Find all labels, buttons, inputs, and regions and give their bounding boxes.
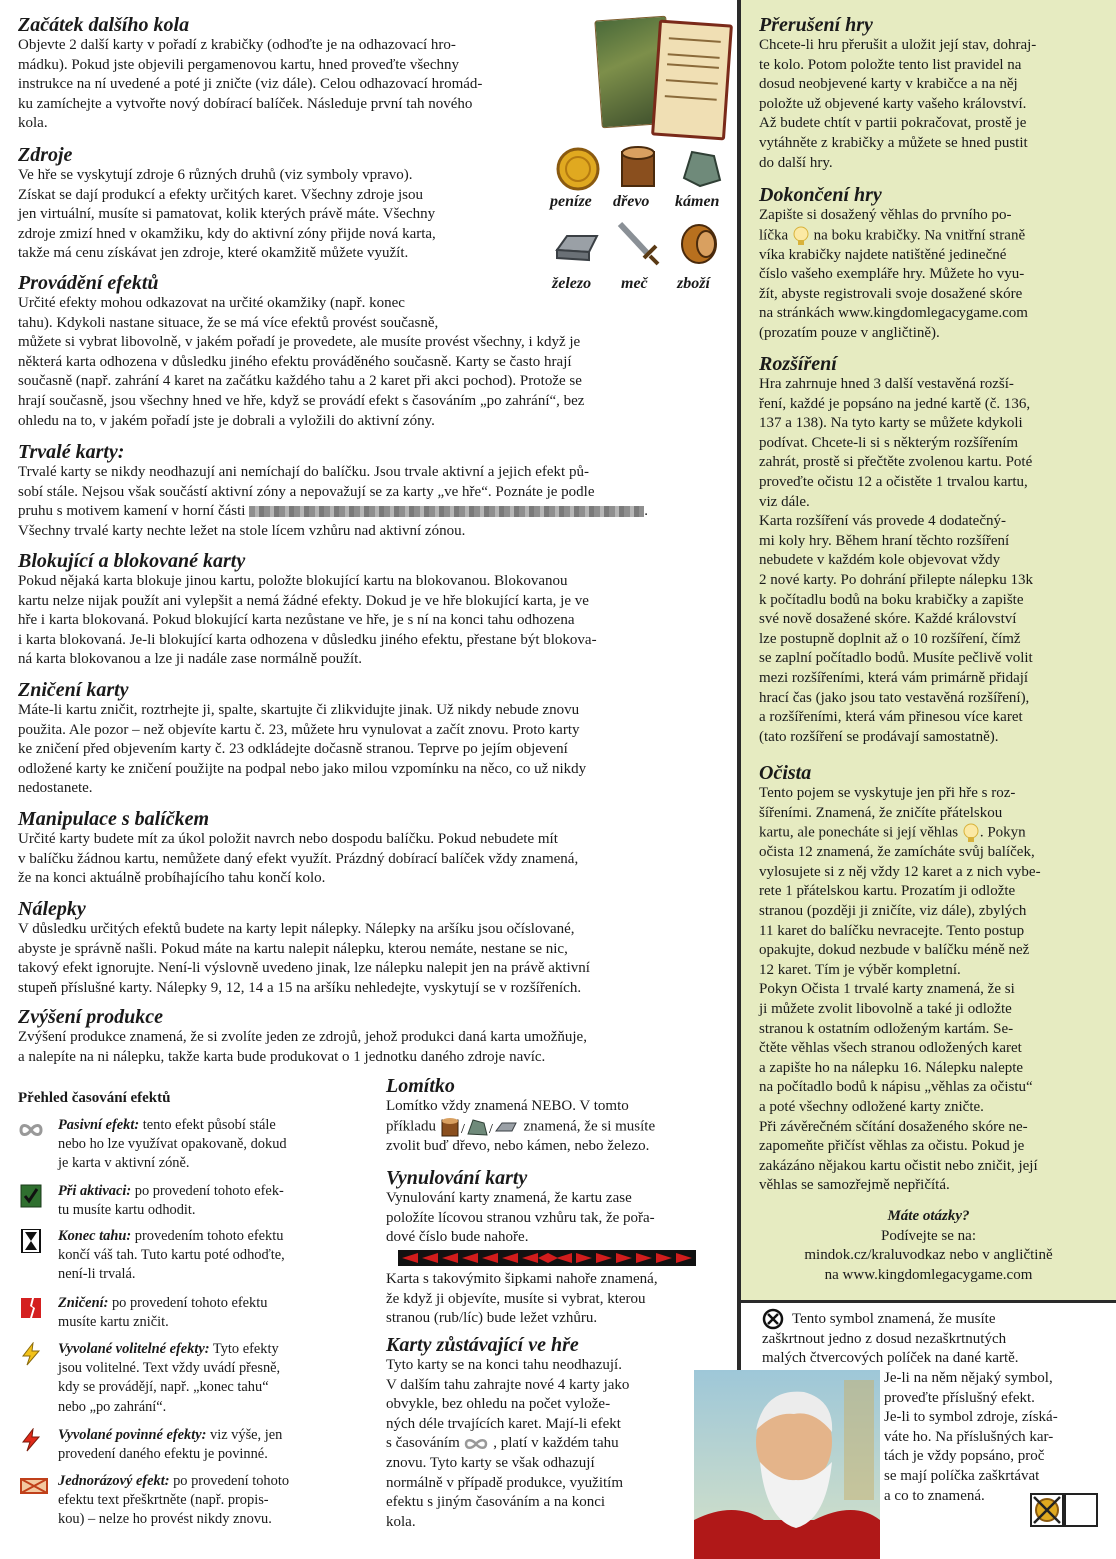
line: stranou k ostatním odloženým kartám. Se- <box>759 1020 1014 1037</box>
double-sided-arrow-bar <box>398 1250 696 1266</box>
sword-icon <box>614 220 660 268</box>
section-expansions <box>759 353 1109 747</box>
line <box>759 226 1109 246</box>
section-destroying-card <box>18 679 730 799</box>
section-deck-manipulation <box>18 808 730 889</box>
timing-text: po provedení tohoto efektu <box>111 1295 268 1311</box>
line: Trvalé karty se nikdy neodhazují ani nemíchají do balíčku. Jsou trvale aktivní a jejich efekt pů- <box>18 464 589 480</box>
line: váte ho. Na příslušných kar- <box>884 1428 1054 1445</box>
line: ji můžete zvolit libovolně a také ji odložte <box>759 1000 1012 1017</box>
timing-name: Vyvolané povinné efekty: <box>58 1427 207 1443</box>
section-performing-effects <box>18 272 730 431</box>
line: normálně v případě produkce, využitím <box>386 1474 624 1491</box>
resource-label: železo <box>552 275 592 292</box>
line-text: s časováním <box>386 1435 460 1452</box>
line: stupeň příslušné karty. Nálepky 9, 12, 14 a 15 na aršíku nehledejte, vyskytují se v rozšířeních. <box>18 979 582 996</box>
section-title: Přerušení hry <box>759 14 873 36</box>
line: a co to znamená. <box>884 1487 985 1504</box>
line: Chcete-li hru přerušit a uložit její stav, dohraj- <box>759 37 1037 53</box>
lightning-red-icon <box>18 1428 44 1452</box>
line: zapomeňte přičíst věhlas za očistu. Pokud je <box>759 1138 1025 1155</box>
line: proveďte očistu 12 a očistěte 1 trvalou kartu, <box>759 473 1028 490</box>
line-text: pruhu s motivem kamení v horní části <box>18 503 246 520</box>
line: se zaplní počítadlo bodů. Musíte pečlivě volit <box>759 650 1033 667</box>
section-title: Karty zůstávající ve hře <box>386 1334 579 1356</box>
section-production-increase <box>18 1006 730 1067</box>
infinity-icon <box>18 1118 44 1142</box>
stone-strip-image <box>249 506 644 517</box>
line: současně (např. zahrání 4 karet na začátku každého tahu a 2 karet při akci pochod). Protože se <box>18 373 582 390</box>
line: a zapište ho na nálepku 16. Nálepku nalepte <box>759 1059 1024 1076</box>
line: Pokud nějaká karta blokuje jinou kartu, položte blokující kartu na blokovanou. Blokovanou <box>18 573 568 589</box>
resource-label: kámen <box>675 193 720 210</box>
section-title: Zdroje <box>18 144 73 166</box>
line: abyste je správně našli. Pokud máte na kartu nalepit nálepku, kterou nemáte, nestane se nic, <box>18 940 568 957</box>
timing-text: musíte kartu zničit. <box>58 1314 169 1331</box>
line: na stránkách www.kingdomlegacygame.com <box>759 305 1028 322</box>
timing-item-mandatory-triggered <box>18 1426 358 1464</box>
resource-label: meč <box>621 275 648 292</box>
timing-text: viz výše, jen <box>210 1427 283 1443</box>
line <box>386 1434 686 1454</box>
timing-overview <box>18 1090 358 1107</box>
section-stickers <box>18 898 730 998</box>
timing-text: po provedení tohoto efek- <box>134 1183 284 1199</box>
crossed-scroll-icon <box>18 1474 50 1498</box>
line: ných déle trvajících karet. Mají-li efekt <box>386 1415 621 1432</box>
line: Ve hře se vyskytují zdroje 6 různých druhů (viz symboly vpravo). <box>18 167 413 183</box>
line: mádku). Pokud jste objevili pergamenovou kartu, hned proveďte všechny <box>18 56 459 73</box>
symbol-explanation <box>762 1310 1112 1369</box>
line: čtěte věhlas všech stranou odložených karet <box>759 1040 1022 1057</box>
line: ku zamíchejte a vytvořte nový dobírací balíček. Následuje první tah nového <box>18 95 473 112</box>
timing-name: Jednorázový efekt: <box>58 1473 170 1489</box>
line: položíte lícovou stranou vzhůru tak, že pořa- <box>386 1209 655 1226</box>
king-portrait <box>694 1370 880 1559</box>
timing-item-one-time <box>18 1472 358 1530</box>
line: mezi rozšířeními, která vám primárně přidají <box>759 669 1029 686</box>
questions-box <box>741 1207 1116 1285</box>
line: a poté všechny odložené karty zničte. <box>759 1098 984 1115</box>
line <box>759 823 1109 843</box>
line: v balíčku žádnou kartu, nemůžete daný efekt využít. Prázdný dobírací balíček vždy znamená, <box>18 850 579 867</box>
line: jen virtuální, musíte si pamatovat, kolik kterých právě máte. Všechny <box>18 206 436 223</box>
line: obvykle, bez ohledu na počet vylože- <box>386 1396 611 1413</box>
line: šířeními. Znamená, že zničíte přátelskou <box>759 804 1003 821</box>
line: do další hry. <box>759 154 833 171</box>
line: zakázáno nějakou kartu očistit nebo zničit, její <box>759 1157 1038 1174</box>
line: odložené karty ke zničení použijte na podpal nebo jako milou vzpomínku na něco, co už nikdy <box>18 760 587 777</box>
svg-text:/: / <box>488 1121 493 1137</box>
section-title: Provádění efektů <box>18 272 159 294</box>
line: k počítadlu bodů na boku krabičky a zapište <box>759 591 1024 608</box>
line: proveďte příslušný efekt. <box>884 1389 1035 1406</box>
arrows-graphic <box>398 1250 696 1266</box>
line: nedostanete. <box>18 780 93 797</box>
line: věhlas se samozřejmě nepřičítá. <box>759 1177 950 1194</box>
column-divider <box>737 0 741 1559</box>
parchment-card-thumbnail <box>651 20 733 141</box>
line: žít, abyste registrovali svoje dosažené skóre <box>759 285 1023 302</box>
wood-icon <box>616 144 660 192</box>
section-blocking-cards <box>18 550 730 670</box>
line-text: , platí v každém tahu <box>493 1435 619 1452</box>
svg-text:/: / <box>460 1121 465 1137</box>
line: efektu s jiným časováním a na konci <box>386 1494 606 1511</box>
line: (tato rozšíření se prodávají samostatně). <box>759 728 999 745</box>
lightning-yellow-icon <box>18 1342 44 1366</box>
resource-label: dřevo <box>613 193 650 210</box>
line: viz dále. <box>759 493 810 510</box>
section-title: Manipulace s balíčkem <box>18 808 210 830</box>
line: své nově dosažené skóre. Každé království <box>759 611 1017 628</box>
line-text: . Pokyn <box>979 824 1026 841</box>
section-title: Očista <box>759 762 812 784</box>
line: že na konci aktuálně probíhajícího tahu končí kolo. <box>18 870 326 887</box>
section-title: Nálepky <box>18 898 86 920</box>
line[interactable]: na www.kingdomlegacygame.com <box>824 1266 1033 1283</box>
line: Vynulování karty znamená, že kartu zase <box>386 1190 632 1206</box>
line: Objevte 2 další karty v pořadí z krabičky (odhoďte je na odhazovací hro- <box>18 37 456 53</box>
stone-icon <box>678 146 724 190</box>
line-text: kartu, ale ponecháte si její věhlas <box>759 824 959 841</box>
line: některá karta odhozena v důsledku jiného efektu prováděného současně. Karty se často hrají <box>18 353 572 370</box>
line: hře i karta blokovaná. Pokud blokující karta nezůstane ve hře, je s ní na konci tahu odhozena <box>18 612 575 629</box>
line: V důsledku určitých efektů budete na karty lepit nálepky. Nálepky na aršíku jsou očíslované, <box>18 921 575 937</box>
line: Při závěrečném sčítání dosaženého skóre ne- <box>759 1118 1028 1135</box>
line: lze postupně doplnit až o 10 rozšíření, čímž <box>759 630 1021 647</box>
timing-text: tento efekt působí stále <box>142 1117 276 1133</box>
symbol-explanation-continued <box>884 1369 1110 1506</box>
checked-box-icon <box>1030 1493 1064 1527</box>
line: ná karta blokovanou a lze ji nadále zase normálně použít. <box>18 651 363 668</box>
line-text: na boku krabičky. Na vnitřní straně <box>813 227 1026 244</box>
line: 11 karet do balíčku nevracejte. Tento postup <box>759 922 1025 939</box>
timing-text: končí váš tah. Tuto kartu poté odhoďte, <box>58 1247 285 1264</box>
line: a rozšířeními, která vám přinesou více karet <box>759 709 1023 726</box>
line-text: znamená, že si musíte <box>523 1118 656 1135</box>
line: vylosujete si z něj vždy 12 karet a z nich vybe- <box>759 863 1041 880</box>
empty-box-icon <box>1064 1493 1098 1527</box>
line: sobí stále. Nejsou však součástí aktivní zóny a nepovažují se za karty „ve hře“. Poznáte je podle <box>18 483 595 500</box>
line: ke zničení před objevením karty č. 23 odkládejte dočasně stranou. Teprve po jejím objevení <box>18 741 568 758</box>
hourglass-icon <box>18 1229 44 1253</box>
section-title: Zvýšení produkce <box>18 1006 163 1028</box>
line: vytáhněte z krabičky a můžete se hned pustit <box>759 134 1028 151</box>
timing-text: kdy se provádějí, např. „konec tahu“ <box>58 1379 269 1396</box>
section-title: Zničení karty <box>18 679 129 701</box>
timing-text: jsou volitelné. Text vždy uvádí přesně, <box>58 1360 281 1377</box>
line: Až budete chtít v partii pokračovat, prostě je <box>759 115 1027 132</box>
timing-text: není-li trvalá. <box>58 1266 136 1283</box>
timing-name: Konec tahu: <box>58 1228 132 1244</box>
line: Máte-li kartu zničit, roztrhejte ji, spalte, skartujte či zlikvidujte jinak. Už nikdy nebude znovu <box>18 702 580 718</box>
line: 12 karet. Tím je výběr kompletní. <box>759 961 961 978</box>
timing-name: Zničení: <box>58 1295 109 1311</box>
section-title: Vynulování karty <box>386 1167 528 1189</box>
wood-stone-iron-example-icon <box>440 1117 520 1137</box>
line: zaškrtnout jedno z dosud nezaškrtnutých <box>762 1330 1007 1347</box>
line: te kolo. Potom položte tento list pravidel na <box>759 56 1022 73</box>
timing-text: nebo ho lze využívat opakovaně, dokud <box>58 1136 287 1153</box>
timing-text: Tyto efekty <box>212 1341 279 1357</box>
line: tahu). Kdykoli nastane situace, že se má více efektů provést současně, <box>18 314 439 331</box>
line: číslo vašeho exempláře hry. Můžete ho vyu- <box>759 266 1025 283</box>
line: Získat se dají produkcí a efekty určitých karet. Všechny zdroje jsou <box>18 186 424 203</box>
timing-item-end-turn <box>18 1227 358 1285</box>
timing-name: Vyvolané volitelné efekty: <box>58 1341 210 1357</box>
coin-icon <box>553 146 603 192</box>
section-slash <box>386 1075 731 1156</box>
line: Karta rozšíření vás provede 4 dodatečný- <box>759 513 1006 530</box>
section-card-reset <box>386 1167 731 1248</box>
section-ending-game <box>759 184 1109 344</box>
line: Všechny trvalé karty nechte ležet na stole lícem vzhůru nad aktivní zónou. <box>18 522 466 539</box>
line: V dalším tahu zahrajte nové 4 karty jako <box>386 1376 630 1393</box>
line: kartu nelze nijak použít ani vylepšit a nemá žádné efekty. Dokud je ve hře blokující karta, je ve <box>18 592 589 609</box>
section-purge <box>759 762 1109 1196</box>
line: takže má cenu získávat jen zdroje, které okamžitě můžete využít. <box>18 245 409 262</box>
timing-text: efektu text přeškrtněte (např. propis- <box>58 1492 269 1509</box>
line: malých čtvercových políček na dané kartě. <box>762 1350 1019 1367</box>
timing-item-passive <box>18 1116 358 1174</box>
line: se mají políčka zaškrtávat <box>884 1467 1040 1484</box>
line: instrukce na ní uvedené a poté ji zničte (viz dále). Celou odhazovací hromád- <box>18 76 483 93</box>
timing-name: Pasivní efekt: <box>58 1117 140 1133</box>
line-text: líčka <box>759 227 789 244</box>
section-permanent-cards <box>18 441 730 541</box>
line: stranou (později ji zničíte, viz dále), zbylých <box>759 903 1027 919</box>
line: znovu. Tyto karty se však odhazují <box>386 1454 595 1471</box>
timing-item-optional-triggered <box>18 1340 358 1417</box>
timing-text: tu musíte kartu odhodit. <box>58 1202 196 1219</box>
line: víka krabičky najdete natištěné jedinečné <box>759 246 1007 263</box>
timing-text: kou) – nelze ho provést nikdy znovu. <box>58 1511 272 1528</box>
panel-divider <box>741 1300 1116 1303</box>
timing-text: po provedení tohoto <box>173 1473 290 1489</box>
checkmark-icon <box>18 1184 44 1208</box>
line: Tento pojem se vyskytuje jen při hře s roz- <box>759 785 1016 801</box>
line: zahrát, prostě si přečtěte zvolenou kartu. Poté <box>759 454 1033 471</box>
goods-barrel-icon <box>676 222 722 266</box>
line: Podívejte se na: <box>881 1227 976 1244</box>
section-next-round <box>18 14 598 134</box>
line: dové číslo bude nahoře. <box>386 1229 529 1246</box>
line: Tento symbol znamená, že musíte <box>792 1311 996 1327</box>
section-title: Dokončení hry <box>759 184 882 206</box>
line: hrají současně, jsou všechny hned ve hře, když se provádí efekt s časováním „po zahrání“, bez <box>18 392 585 409</box>
timing-text: nebo „po zahrání“. <box>58 1398 167 1415</box>
fame-bulb-icon <box>792 226 810 246</box>
section-resources <box>18 144 548 264</box>
line <box>386 1117 731 1137</box>
infinity-icon <box>463 1437 489 1451</box>
line: Je-li to symbol zdroje, získá- <box>884 1409 1058 1426</box>
line: a nalepíte na ni nálepku, takže karta bude produkovat o 1 jednotku daného zdroje navíc. <box>18 1048 546 1065</box>
line: dosud neobjevené karty v krabičce a na něj <box>759 76 1018 93</box>
line: stranou (rub/líc) bude ležet vzhůru. <box>386 1310 598 1327</box>
line: nebudete v každém kole objevovat vždy <box>759 552 1001 569</box>
line: očista 12 znamená, že zamícháte svůj balíček, <box>759 844 1035 861</box>
line: ohledu na to, v jakém pořadí jste je dobrali a vyložili do aktivní zóny. <box>18 412 435 429</box>
resource-label: zboží <box>677 275 710 292</box>
line: (prozatím pouze v angličtině). <box>759 325 940 341</box>
timing-text: provedením tohoto efektu <box>134 1228 284 1244</box>
line: takový efekt ignorujte. Není-li výslovně uvedeno jinak, lze nálepku nalepit jen na právě aktivní <box>18 960 590 977</box>
line: hrací čas (jako jsou tato vestavěná rozšíření), <box>759 689 1030 706</box>
line: Zvýšení produkce znamená, že si zvolíte jeden ze zdrojů, jehož produkci daná karta umožňuje, <box>18 1029 587 1045</box>
line: 137 a 138). Na tyto karty se můžete kdykoli <box>759 415 1023 432</box>
line: opakujte, dokud nezbude v balíčku méně než <box>759 942 1030 959</box>
line: Pokyn Očista 1 trvalé karty znamená, že si <box>759 981 1015 998</box>
section-title: Trvalé karty: <box>18 441 125 463</box>
line: tách je vždy popsáno, proč <box>884 1448 1045 1465</box>
line: můžete si vybrat libovolně, v jakém pořadí je provedete, ale musíte provést všechny, i když je <box>18 334 581 351</box>
line: kola. <box>386 1513 416 1530</box>
questions-title: Máte otázky? <box>887 1208 970 1224</box>
line: zdroje zmizí hned v okamžiku, kdy do aktivní zóny přijde nová karta, <box>18 225 436 242</box>
timing-name: Při aktivaci: <box>58 1183 132 1199</box>
line: Lomítko vždy znamená NEBO. V tomto <box>386 1098 629 1114</box>
timing-title: Přehled časování efektů <box>18 1090 171 1106</box>
fame-bulb-icon <box>962 823 980 843</box>
line: rete 1 přátelskou kartu. Prozatím ji odložte <box>759 883 1016 900</box>
line: ření, každé je popsáno na jedné kartě (č. 136, <box>759 395 1031 412</box>
line: zvolit buď dřevo, nebo kámen, nebo železo. <box>386 1137 650 1154</box>
line: že když ji objevíte, musíte si vybrat, kterou <box>386 1290 646 1307</box>
line: kola. <box>18 115 48 132</box>
timing-item-activation <box>18 1182 358 1220</box>
section-title: Rozšíření <box>759 353 837 375</box>
line: Je-li na něm nějaký symbol, <box>884 1370 1053 1386</box>
line: podívat. Chcete-li si s některým rozšířením <box>759 434 1019 451</box>
section-title: Lomítko <box>386 1075 455 1097</box>
line: položte už objevené karty vašeho království. <box>759 95 1027 112</box>
section-cards-staying-in-play <box>386 1334 686 1532</box>
section-title: Začátek dalšího kola <box>18 14 190 36</box>
line: pruhu s motivem kamení v horní části . <box>18 503 648 520</box>
timing-text: provedení daného efektu je povinné. <box>58 1446 268 1463</box>
line[interactable]: mindok.cz/kraluvodkaz nebo v angličtině <box>804 1247 1053 1264</box>
section-double-sided-card <box>386 1270 731 1329</box>
line: na počítadlo bodů k nápisu „věhlas za očistu“ <box>759 1079 1033 1096</box>
line: použita. Ale pozor – než objevíte kartu č. 23, můžete hru vynulovat a začít znovu. Proto karty <box>18 721 580 738</box>
section-pausing-game <box>759 14 1109 173</box>
timing-item-destroy <box>18 1294 358 1332</box>
resource-label: peníze <box>550 193 592 210</box>
checked-box-mark <box>1032 1495 1062 1525</box>
line: mi koly hry. Během hraní těchto rozšíření <box>759 532 1010 549</box>
line: Zapište si dosažený věhlas do prvního po- <box>759 207 1012 223</box>
iron-icon <box>553 224 603 264</box>
destroy-icon <box>18 1296 44 1320</box>
line: Hra zahrnuje hned 3 další vestavěná rozší- <box>759 376 1014 392</box>
line: Tyto karty se na konci tahu neodhazují. <box>386 1357 622 1373</box>
line-text: příkladu <box>386 1118 436 1135</box>
line: Určité efekty mohou odkazovat na určité okamžiky (např. konec <box>18 295 405 311</box>
line: Karta s takovýmito šipkami nahoře znamená, <box>386 1271 658 1287</box>
line: Určité karty budete mít za úkol položit navrch nebo dospodu balíčku. Pokud nebudete mít <box>18 831 558 847</box>
line: 2 nové karty. Po dohrání přilepte nálepku 13k <box>759 571 1033 588</box>
section-title: Blokující a blokované karty <box>18 550 246 572</box>
line: i karta blokovaná. Je-li blokující karta odhozena v důsledku jiného efektu, přestane být blokova- <box>18 631 597 648</box>
timing-text: je karta v aktivní zóně. <box>58 1155 190 1172</box>
